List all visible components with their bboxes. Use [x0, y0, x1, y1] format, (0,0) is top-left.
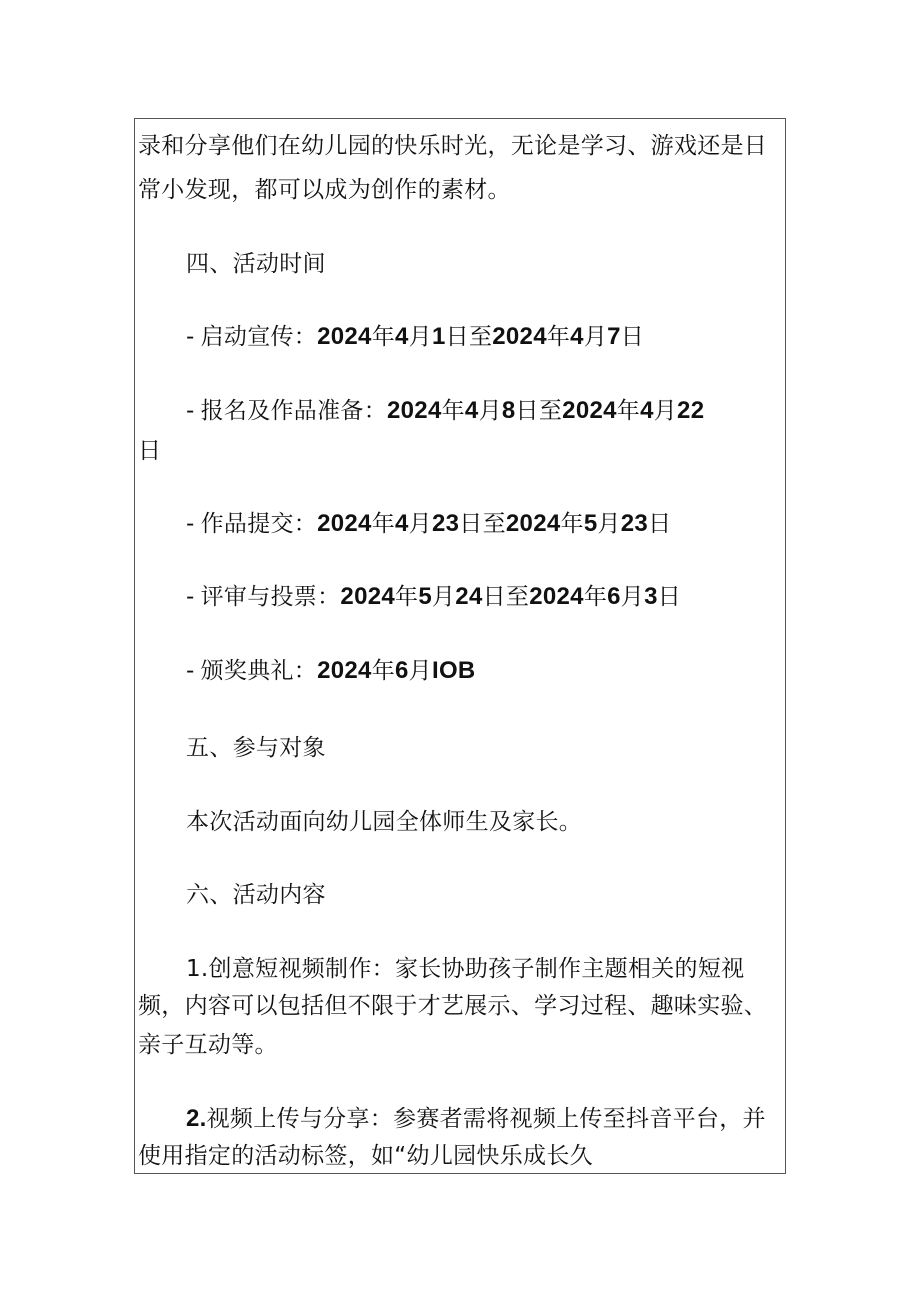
- schedule-item-submission: [186, 509, 671, 539]
- month-unit: 月: [431, 584, 456, 610]
- ceremony-day-text: IOB: [431, 657, 476, 684]
- end-day: 3: [644, 583, 658, 610]
- schedule-item-registration-wrap: [138, 436, 161, 466]
- end-year: 2024: [505, 510, 561, 537]
- end-day: 7: [607, 323, 621, 350]
- to-word: 至: [468, 324, 493, 350]
- year-unit: 年: [560, 511, 584, 537]
- month-unit: 月: [408, 658, 432, 684]
- start-year: 2024: [387, 397, 442, 424]
- schedule-item-ceremony: [186, 656, 476, 686]
- month-unit: 月: [408, 324, 432, 350]
- end-month: 6: [607, 583, 621, 610]
- bullet: -: [186, 511, 195, 537]
- year-unit: 年: [371, 658, 396, 684]
- content-item-2-line-2: 使用指定的活动标签，如“幼儿园快乐成长久: [138, 1143, 593, 1169]
- item-text: 视频上传与分享：参赛者需将视频上传至抖音平台，并: [206, 1106, 766, 1132]
- day-unit: 日: [459, 511, 483, 537]
- year-unit: 年: [616, 398, 641, 424]
- intro-line-2: 常小发现，都可以成为创作的素材。: [138, 177, 511, 203]
- start-year: 2024: [317, 510, 372, 537]
- to-word: 至: [505, 584, 530, 610]
- start-day: 23: [431, 510, 460, 537]
- start-year: 2024: [340, 583, 396, 610]
- month-unit: 月: [478, 398, 502, 424]
- day-unit: 日: [445, 324, 469, 350]
- start-month: 4: [464, 397, 479, 424]
- month-unit: 月: [620, 584, 645, 610]
- year-unit: 年: [371, 511, 396, 537]
- start-month: 5: [418, 583, 432, 610]
- year-unit: 年: [583, 584, 608, 610]
- end-month: 5: [583, 510, 598, 537]
- year-unit: 年: [546, 324, 571, 350]
- day-unit: 日: [515, 398, 539, 424]
- content-item-1-line-3: 亲子互动等。: [138, 1032, 278, 1058]
- section-6-heading: 六、活动内容: [186, 882, 326, 908]
- month-unit: 月: [653, 398, 678, 424]
- day-unit: 日: [657, 584, 682, 610]
- day-unit: 日: [620, 324, 645, 350]
- year-unit: 年: [371, 324, 396, 350]
- month-unit: 月: [408, 511, 432, 537]
- end-month: 4: [640, 397, 654, 424]
- schedule-label: 作品提交：: [200, 511, 318, 537]
- month-unit: 月: [583, 324, 608, 350]
- end-year: 2024: [529, 583, 584, 610]
- to-word: 至: [538, 398, 563, 424]
- section-5-text: 本次活动面向幼儿园全体师生及家长。: [186, 809, 583, 835]
- end-day: 23: [620, 510, 649, 537]
- start-day: 1: [431, 323, 446, 350]
- bullet: -: [186, 324, 195, 350]
- schedule-label: 颁奖典礼：: [200, 658, 318, 684]
- intro-line-1: 录和分享他们在幼儿园的快乐时光，无论是学习、游戏还是日: [138, 133, 768, 159]
- start-day: 24: [455, 583, 483, 610]
- schedule-item-judging: [186, 582, 681, 612]
- content-item-1-line-2: 频，内容可以包括但不限于才艺展示、学习过程、趣味实验、: [138, 993, 768, 1019]
- content-item-2-line-1: [186, 1104, 766, 1134]
- end-year: 2024: [492, 323, 547, 350]
- schedule-item-registration: [186, 396, 704, 426]
- to-word: 至: [482, 511, 506, 537]
- ceremony-month: 6: [395, 657, 409, 684]
- day-unit: 日: [138, 438, 162, 464]
- ceremony-year: 2024: [317, 657, 372, 684]
- end-year: 2024: [562, 397, 617, 424]
- section-4-heading: 四、活动时间: [186, 251, 326, 277]
- end-month: 4: [570, 323, 584, 350]
- item-text: 创意短视频制作：家长协助孩子制作主题相关的短视: [208, 956, 745, 982]
- schedule-label: 报名及作品准备：: [200, 398, 388, 424]
- month-unit: 月: [597, 511, 621, 537]
- item-number: 2.: [186, 1105, 207, 1132]
- end-day: 22: [677, 397, 705, 424]
- year-unit: 年: [441, 398, 465, 424]
- year-unit: 年: [395, 584, 419, 610]
- section-5-heading: 五、参与对象: [186, 735, 326, 761]
- content-item-1-line-1: [186, 954, 744, 984]
- day-unit: 日: [482, 584, 506, 610]
- start-month: 4: [395, 323, 409, 350]
- item-number: 1.: [186, 956, 209, 982]
- schedule-item-launch: [186, 322, 644, 352]
- schedule-label: 评审与投票：: [200, 584, 341, 610]
- bullet: -: [186, 658, 195, 684]
- start-day: 8: [501, 397, 516, 424]
- start-month: 4: [395, 510, 409, 537]
- bullet: -: [186, 398, 195, 424]
- day-unit: 日: [648, 511, 672, 537]
- schedule-label: 启动宣传：: [200, 324, 318, 350]
- start-year: 2024: [317, 323, 372, 350]
- bullet: -: [186, 584, 195, 610]
